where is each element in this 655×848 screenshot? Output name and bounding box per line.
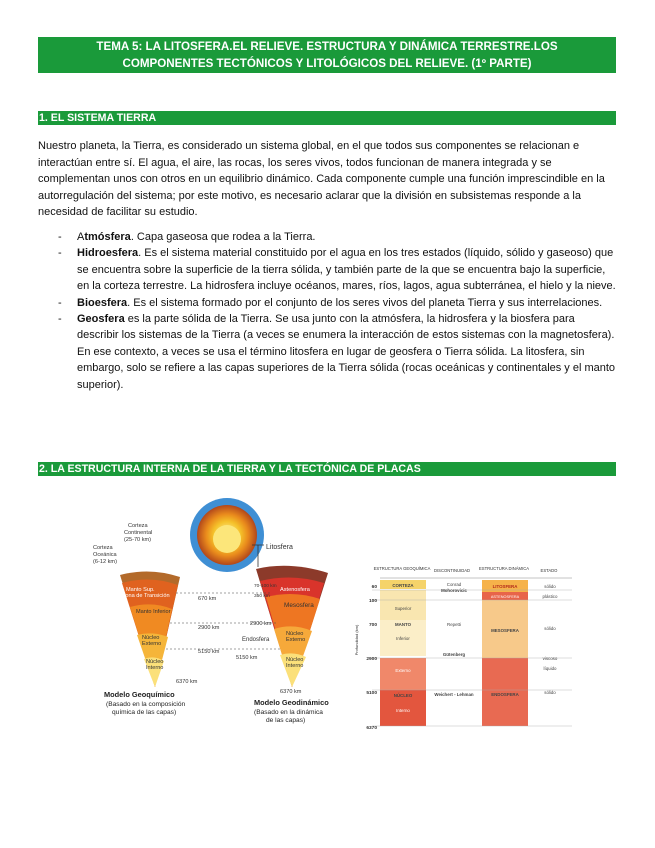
- list-item-hidroesfera: - Hidroesfera. Es el sistema material constituido por el agua en los tres estados (líquido, sólido y gaseoso) que se encuentra sobre la superficie de la tierra sólida, y también parte de la que se encuentra bajo la superficie, en la corteza terrestre. La hidrosfera incluye océanos, mares, ríos, lagos, agua subterránea, el hielo y la nieve.: [58, 247, 616, 293]
- disc-weichert-lehman: Weichert - Lehman: [434, 692, 474, 697]
- dyn-label-litosfera: LITOSFERA: [492, 584, 518, 589]
- depth-5150-left: 5150 km: [198, 649, 220, 655]
- label-nucleo-ext-right: Núcleo Externo: [286, 631, 306, 643]
- geo-label-inferior: Inferior: [396, 636, 410, 641]
- estado-1: sólido: [544, 584, 556, 589]
- term-geosfera: Geosfera: [77, 313, 125, 326]
- globe-core: [213, 525, 241, 553]
- header-estado: ESTADO: [540, 568, 558, 573]
- depth-2900-left: 2900 km: [198, 625, 220, 631]
- label-nucleo-externo: Núcleo Externo: [142, 635, 162, 647]
- label-litosfera: Litosfera: [266, 544, 293, 551]
- dyn-label-mesosfera: MESOSFERA: [491, 628, 519, 633]
- label-nucleo-int-right: Núcleo Interno: [286, 657, 304, 669]
- depth-6370-right: 6370 km: [280, 689, 302, 695]
- term-bioesfera: Bioesfera: [77, 296, 128, 309]
- title-line-1: TEMA 5: LA LITOSFERA.EL RELIEVE. ESTRUCTURA Y DINÁMICA TERRESTRE.LOS: [96, 40, 558, 53]
- list-item-bioesfera: - Bioesfera. Es el sistema formado por el conjunto de los seres vivos del planeta Tierra y sus interrelaciones.: [58, 296, 603, 309]
- depth-5100: 5100: [366, 691, 377, 696]
- depth-700: 700: [368, 623, 377, 628]
- earth-structure-figure: [80, 497, 342, 727]
- depth-70-100: 70-100 km: [254, 584, 277, 589]
- term-atmosfera: tmósfera: [84, 231, 131, 243]
- estado-2: plástico: [542, 594, 558, 599]
- disc-conrad: Conrad: [446, 582, 462, 587]
- estado-5: líquido: [543, 666, 557, 671]
- estado-4: viscoso: [542, 656, 558, 661]
- label-nucleo-interno: Núcleo Interno: [146, 659, 164, 671]
- depth-6370: 6370: [366, 726, 377, 730]
- label-manto-sup: Manto Sup. Zona de Transición: [122, 587, 170, 599]
- geo-label-externo: Externo: [395, 668, 411, 673]
- disc-gutenberg: Gütenberg: [442, 652, 466, 657]
- depth-5150-right: 5150 km: [236, 655, 258, 661]
- label-astenosfera: Astenosfera: [280, 587, 310, 593]
- depth-100: 100: [368, 599, 377, 604]
- caption-geodinamico: Modelo Geodinámico (Basado en la dinámica de las capas): [254, 698, 329, 724]
- subsystem-list: [58, 229, 618, 393]
- depth-axis-label: Profundidad (km): [354, 624, 359, 656]
- estado-3: sólido: [544, 626, 556, 631]
- geo-label-nucleo: NÚCLEO: [393, 693, 413, 698]
- disc-mohorovicic: Mohorovicic: [441, 588, 467, 593]
- dyn-label-endosfera: ENDOSFERA: [491, 692, 519, 697]
- label-endosfera: Endosfera: [242, 637, 270, 643]
- geo-manto-sup: [380, 590, 426, 620]
- list-item-atmosfera: - Atmósfera. Capa gaseosa que rodea a la Tierra.: [58, 231, 316, 243]
- section-2-heading: 2. LA ESTRUCTURA INTERNA DE LA TIERRA Y LA TECTÓNICA DE PLACAS: [38, 462, 616, 476]
- dyn-label-astenosfera: ASTENOSFERA: [490, 595, 520, 599]
- geo-label-interno: Interno: [396, 708, 410, 713]
- header-geoquimica: ESTRUCTURA GEOQUÍMICA: [373, 566, 431, 571]
- depth-60: 60: [371, 585, 377, 590]
- caption-geoquimico: Modelo Geoquímico (Basado en la composición química de las capas): [104, 690, 186, 716]
- earth-layers-table: [352, 560, 572, 730]
- depth-350: 350 km: [254, 594, 270, 599]
- header-discontinuidad: DISCONTINUIDAD: [433, 568, 471, 573]
- document-title: [38, 37, 616, 73]
- depth-6370-left: 6370 km: [176, 679, 198, 685]
- geo-label-manto: MANTO: [394, 622, 412, 627]
- geo-label-superior: Superior: [394, 606, 412, 611]
- label-corteza-oceanica: Corteza Oceánica (6-12 km): [93, 545, 117, 565]
- term-hidroesfera: Hidroesfera: [77, 247, 139, 260]
- depth-2900-right: 2900 km: [250, 621, 272, 627]
- list-item-geosfera: - Geosfera es la parte sólida de la Tierra. Se usa junto con la atmósfera, la hidrosfera y la biosfera para describir los sistemas de la Tierra (a veces se enumera la interacción de estos sistemas con la magnetosfera). En ese contexto, a veces se usa el término litosfera en lugar de geosfera o Tierra sólida. La litosfera, sin embargo, solo se refiere a las capas superiores de la Tierra sólida (rocas oceánicas y continentales y el manto superior).: [58, 313, 616, 391]
- depth-670: 670 km: [198, 596, 217, 602]
- disc-repetti: Repetti: [447, 622, 461, 627]
- geo-nucleo-ext: [380, 658, 426, 690]
- geo-label-corteza: CORTEZA: [392, 583, 414, 588]
- header-dinamica: ESTRUCTURA DINÁMICA: [478, 566, 530, 571]
- estado-6: sólido: [544, 690, 556, 695]
- label-corteza-continental: Corteza Continental (25-70 km): [124, 523, 153, 543]
- section-1-heading: 1. EL SISTEMA TIERRA: [38, 111, 616, 125]
- label-manto-inferior: Manto Inferior: [136, 609, 171, 615]
- label-mesosfera: Mesosfera: [284, 602, 314, 609]
- section-1-paragraph: Nuestro planeta, la Tierra, es considerado un sistema global, en el que todos sus componentes se relacionan e interactúan entre sí. El agua, el aire, las rocas, los seres vivos, todos funcionan de manera integrada y se complementan unos con otros en un equilibrio dinámico. Cada componente cumple una función imprescindible en la autorregulación del sistema; por este motivo, es necesario aclarar que la división en subsistemas responde a la necesidad de facilitar su estudio.: [38, 140, 605, 219]
- depth-2900: 2900: [366, 657, 377, 662]
- title-line-2: COMPONENTES TECTÓNICOS Y LITOLÓGICOS DEL RELIEVE. (1º PARTE): [122, 57, 532, 70]
